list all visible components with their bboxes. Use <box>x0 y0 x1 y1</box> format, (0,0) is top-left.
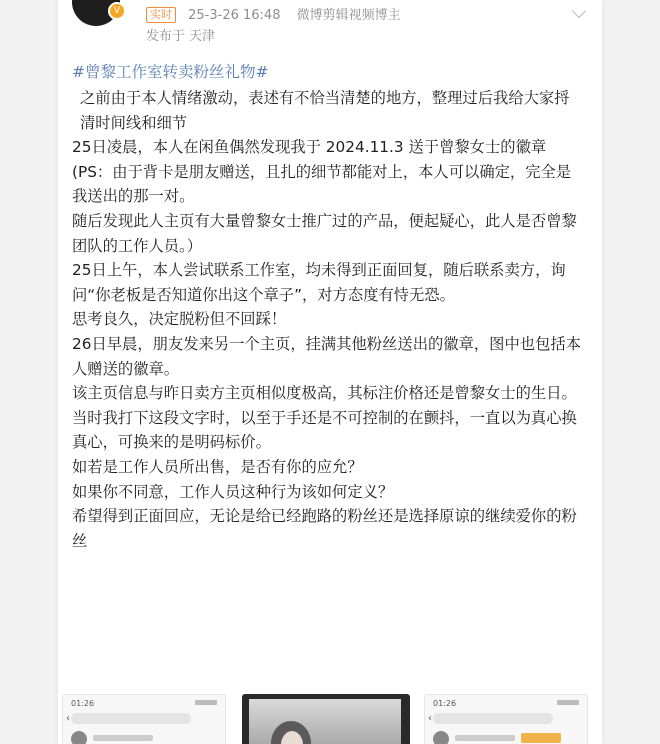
back-arrow-icon: ‹ <box>66 713 70 724</box>
image-thumbnail[interactable] <box>424 694 588 744</box>
verified-badge-icon: V <box>108 2 126 20</box>
post-card <box>58 0 602 744</box>
post-source: 微博剪辑视频博主 <box>296 8 401 23</box>
status-bar-icon <box>195 700 217 705</box>
thumbnail-text-line <box>455 735 515 741</box>
post-paragraph: (PS：由于背卡是朋友赠送，且扎的细节都能对上，本人可以确定，完全是我送出的那一对。 <box>72 162 572 206</box>
post-location <box>146 25 221 44</box>
thumbnail-avatar <box>433 731 449 744</box>
post-time: 25-3-26 16:48 <box>188 8 281 23</box>
thumbnail-clock: 01:26 <box>433 699 457 708</box>
realtime-badge: 实时 <box>146 7 176 23</box>
post-meta <box>146 4 401 23</box>
post-body <box>72 60 584 553</box>
post-location-text: 发布于 天津 <box>146 29 216 44</box>
post-paragraph: 25日凌晨，本人在闲鱼偶然发现我于 2024.11.3 送于曾黎女士的徽章 <box>72 138 547 157</box>
post-paragraph: 如果你不同意，工作人员这种行为该如何定义？ <box>72 482 394 501</box>
thumbnail-search-bar <box>433 713 553 724</box>
post-header <box>58 0 602 55</box>
post-paragraph: 随后发现此人主页有大量曾黎女士推广过的产品，便起疑心，此人是否曾黎团队的工作人员。） <box>72 211 577 255</box>
image-gallery <box>58 686 602 744</box>
back-arrow-icon: ‹ <box>428 713 432 724</box>
post-paragraph: 如若是工作人员所出售，是否有你的应允？ <box>72 457 363 476</box>
thumbnail-clock: 01:26 <box>71 699 95 708</box>
post-paragraph: 之前由于本人情绪激动，表述有不恰当清楚的地方，整理过后我给大家捋清时间线和细节 <box>80 89 570 132</box>
thumbnail-tag <box>521 733 561 743</box>
post-paragraph: 思考良久，决定脱粉但不回踩！ <box>72 310 287 329</box>
post-paragraph: 26日早晨，朋友发来另一个主页，挂满其他粉丝送出的徽章，图中也包括本人赠送的徽章。 <box>72 334 581 378</box>
thumbnail-text-line <box>93 735 153 741</box>
post-paragraph: 希望得到正面回应，无论是给已经跑路的粉丝还是选择原谅的继续爱你的粉丝 <box>72 507 577 550</box>
image-thumbnail[interactable] <box>62 694 226 744</box>
thumbnail-search-bar <box>71 713 191 724</box>
status-bar-icon <box>557 700 579 705</box>
thumbnail-avatar <box>71 731 87 744</box>
image-thumbnail[interactable] <box>242 694 410 744</box>
post-paragraph: 该主页信息与昨日卖方主页相似度极高，其标注价格还是曾黎女士的生日。 <box>72 384 577 403</box>
post-paragraph: 当时我打下这段文字时，以至于手还是不可控制的在颤抖，一直以为真心换真心，可换来的是明码标价。 <box>72 408 577 452</box>
portrait-photo <box>249 699 401 744</box>
post-paragraph: 25日上午，本人尝试联系工作室，均未得到正面回复，随后联系卖方，询问“你老板是否知道你出这个章子”，对方态度有恃无恐。 <box>72 261 566 304</box>
hashtag-link[interactable]: #曾黎工作室转卖粉丝礼物# <box>72 63 269 81</box>
chevron-down-icon[interactable] <box>572 4 586 18</box>
